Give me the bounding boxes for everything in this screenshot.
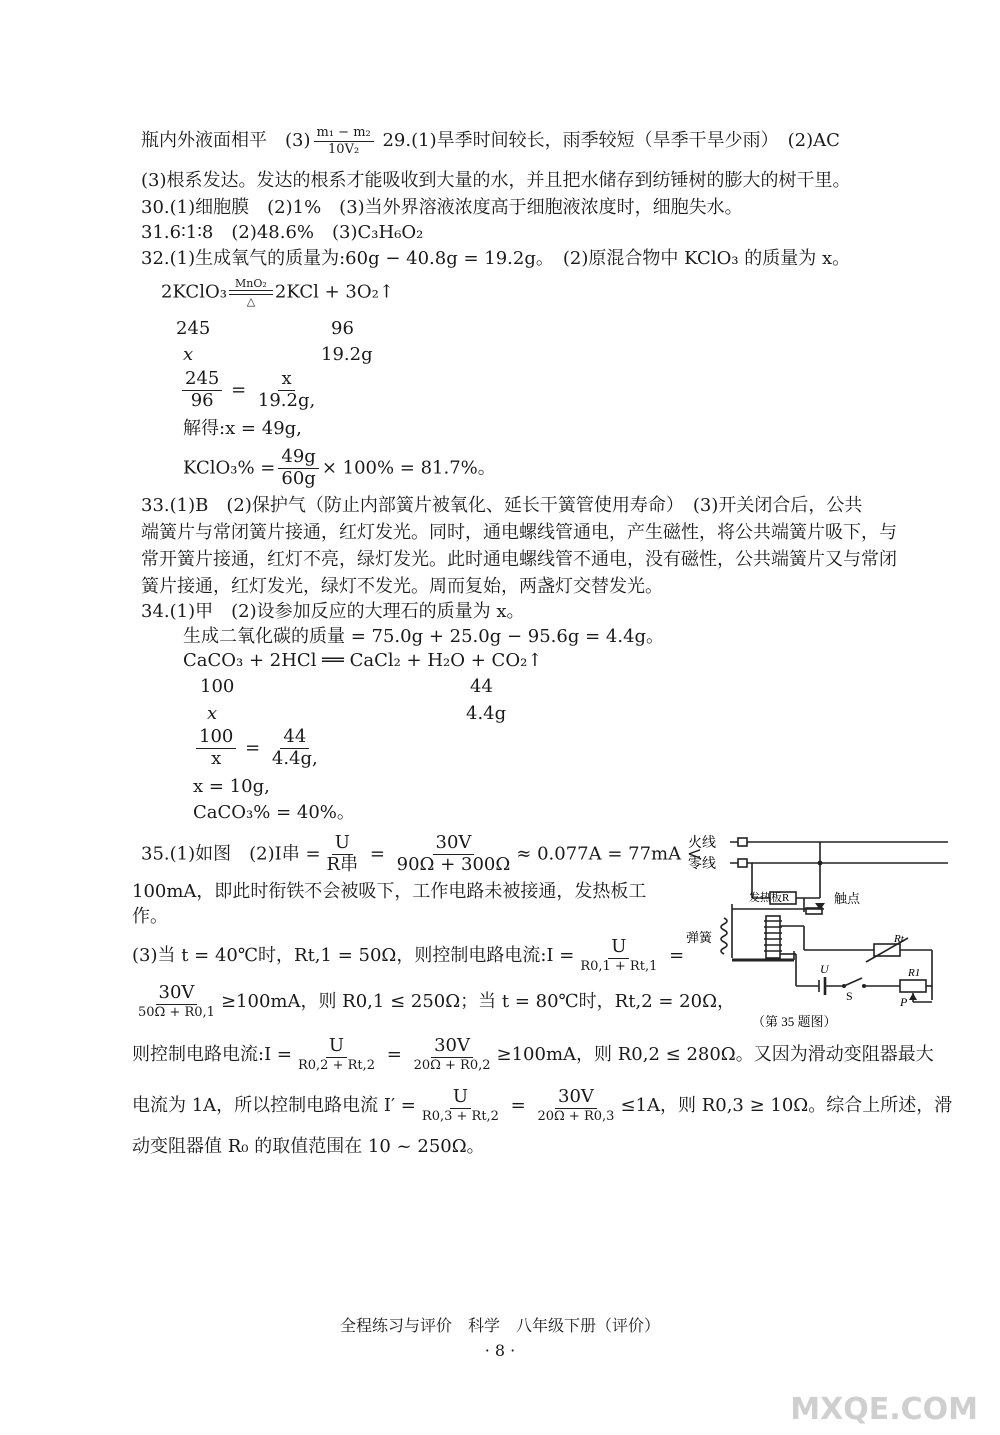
- q34-line-2: 生成二氧化碳的质量 = 75.0g + 25.0g − 95.6g = 4.4g。: [183, 626, 665, 647]
- mass-x: x: [183, 344, 194, 365]
- mass-x-2: x: [207, 703, 218, 724]
- line-2: (3)根系发达。发达的根系才能吸收到大量的水，并且把水储存到纺锤树的膨大的树干里。: [141, 170, 851, 191]
- watermark-logo: MXQE.COM: [790, 1392, 978, 1427]
- percent-1: KClO₃% = $\frac{49g}{60g}$ × 100% = 81.7%。: [183, 446, 496, 489]
- s-label: S: [846, 989, 853, 1003]
- contact-label: 触点: [834, 891, 861, 906]
- line-5: 32.(1)生成氧气的质量为:60g − 40.8g = 19.2g。 (2)原混合物中 KClO₃ 的质量为 x。: [141, 248, 851, 269]
- mass-19-2: 19.2g: [321, 344, 373, 365]
- fire-line-label: 火线: [688, 836, 716, 851]
- mass-44: 44: [470, 676, 493, 697]
- line-1: 瓶内外液面相平 (3) $\frac{\text{m₁ − m₂}}{\text{10V₂}}$ 29.(1)旱季时间较长，雨季较短（旱季干旱少雨） (2)AC: [141, 125, 840, 157]
- q35-line-6: 则控制电路电流:I = $\frac{U}{R0,2 + Rt,2}$ = $\frac{30V}{20\Omega + R0,2}$ ≥100mA，则 R0,2 ≤ 280Ω。又因为滑动变阻器最大: [132, 1035, 934, 1073]
- q33-line-3: 常开簧片接通，红灯不亮，绿灯发光。此时通电螺线管不通电，没有磁性，公共端簧片又与常闭: [141, 549, 897, 570]
- line-4: 31.6∶1∶8 (2)48.6% (3)C₃H₆O₂: [141, 222, 424, 243]
- heater-label: 发热板R: [749, 892, 790, 904]
- mass-96: 96: [331, 318, 354, 339]
- fraction: $\frac{\text{m₁ − m₂}}{\text{10V₂}}$: [314, 126, 374, 156]
- page-number: · 8 ·: [484, 1341, 516, 1360]
- reaction-condition: MnO₂ △: [229, 278, 273, 307]
- solve-2: x = 10g,: [193, 776, 270, 797]
- ratio-2: $\frac{100}{x}$ = $\frac{44}{4.4g,}$: [193, 728, 324, 769]
- q34-line-1: 34.(1)甲 (2)设参加反应的大理石的质量为 x。: [141, 601, 525, 622]
- equation-1: 2KClO₃ MnO₂ △ 2KCl + 3O₂↑: [161, 277, 394, 308]
- mass-4-4: 4.4g: [466, 703, 507, 724]
- spring-label: 弹簧: [686, 930, 713, 945]
- q35-line-4: (3)当 t = 40℃时，Rt,1 = 50Ω，则控制电路电流:I = $\frac{U}{R0,1 + Rt,1}$ =: [132, 936, 685, 974]
- q33-line-2: 端簧片与常闭簧片接通，红灯发光。同时，通电螺线管通电，产生磁性，将公共端簧片吸下，与: [141, 522, 897, 543]
- mass-245: 245: [176, 318, 211, 339]
- ratio-1: $\frac{245}{96}$ = $\frac{x}{19.2g,}$: [179, 370, 321, 411]
- q35-line-7: 电流为 1A，所以控制电路电流 I′ = $\frac{U}{R0,3 + Rt,2}$ = $\frac{30V}{20\Omega + R0,3}$ ≤1A，则 R0,3 ≥ 10Ω。综合上所述，滑: [132, 1086, 953, 1124]
- r1-label: R1: [908, 967, 921, 979]
- q35-line-3: 作。: [132, 906, 168, 927]
- equation-2: CaCO₃ + 2HCl ══ CaCl₂ + H₂O + CO₂↑: [183, 650, 543, 671]
- rt-label: Rt: [894, 933, 904, 945]
- q35-line-2: 100mA，即此时衔铁不会被吸下，工作电路未被接通，发热板工: [132, 881, 647, 902]
- figure-caption: （第 35 题图）: [752, 1014, 837, 1029]
- circuit-diagram: [686, 826, 956, 1036]
- solve-1: 解得:x = 49g,: [183, 418, 302, 439]
- footer-title: 全程练习与评价 科学 八年级下册（评价）: [339, 1316, 660, 1335]
- u-label: U: [820, 962, 829, 976]
- q33-line-4: 簧片接通，红灯发光，绿灯不发光。周而复始，两盏灯交替发光。: [141, 576, 663, 597]
- q33-line-1: 33.(1)B (2)保护气（防止内部簧片被氧化、延长干簧管使用寿命） (3)开关闭合后，公共: [141, 495, 863, 516]
- mass-100: 100: [200, 676, 235, 697]
- percent-2: CaCO₃% = 40%。: [193, 802, 355, 823]
- zero-line-label: 零线: [688, 857, 716, 872]
- q35-line-8: 动变阻器值 R₀ 的取值范围在 10 ~ 250Ω。: [132, 1136, 485, 1157]
- q35-line-1: 35.(1)如图 (2)I串 = $\frac{U}{\text{R串}}$ = $\frac{30V}{90\Omega + 300\Omega}$ ≈ 0.077A = 77mA <: [141, 832, 702, 875]
- p-label: P: [900, 995, 908, 1009]
- q35-line-5: $\frac{30V}{50\Omega + R0,1}$ ≥100mA，则 R0,1 ≤ 250Ω；当 t = 80℃时，Rt,2 = 20Ω，: [138, 982, 735, 1020]
- line-3: 30.(1)细胞膜 (2)1% (3)当外界溶液浓度高于细胞液浓度时，细胞失水。: [141, 197, 743, 218]
